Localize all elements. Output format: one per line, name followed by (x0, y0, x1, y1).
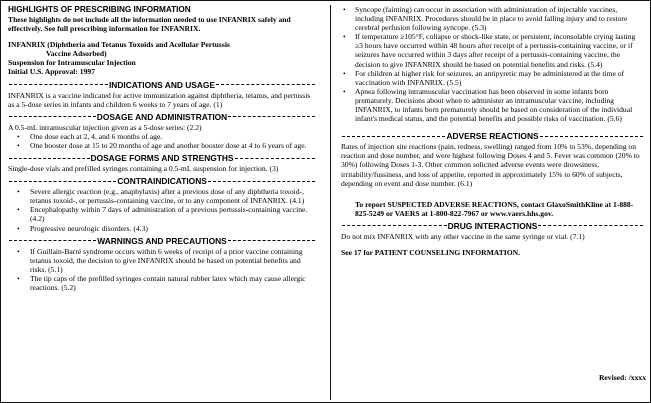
adverse-reactions-text: Rates of injection site reactions (pain, redness, swelling) ranged from 10% to 53%, depending on reaction and dose number, and were highest following Doses 4 and 5. Fever was common (20% to 30%) following Doses 1-3. Other common solicited adverse events were drowsiness, irritability/fussiness, and loss of appetite, reported in approximately 15% to 60% of subjects, depending on event and dose number. (6.1) (341, 142, 640, 188)
list-item: • Syncope (fainting) can occur in association with administration of injectable vaccines, including INFANRIX. Procedures should be in place to avoid falling injury and to restore cerebral perfusion following syncope. (5.3) (343, 5, 628, 33)
revised-date: Revised: /xxxx (598, 372, 646, 382)
list-item: • The tip caps of the prefilled syringes contain natural rubber latex which may cause allergic reactions. (5.2) (17, 273, 306, 292)
section-heading-drug-interactions: DRUG INTERACTIONS (341, 221, 644, 231)
list-item: • If Guillain-Barré syndrome occurs within 6 weeks of receipt of a prior vaccine containing tetanus toxoid, the decision to give INFANRIX should be based on potential benefits and risks. (5.1) (17, 246, 303, 274)
list-item: • For children at higher risk for seizures, an antipyretic may be administered at the time of vaccination with INFANRIX. (5.5) (343, 68, 625, 87)
list-item: • Severe allergic reaction (e.g., anaphylaxis) after a previous dose of any diphtheria toxoid-, tetanus toxoid-, or pertussis-containing vaccine, or to any component of INFANRIX. (4.1) (17, 187, 305, 206)
patient-counseling-ref: See 17 for PATIENT COUNSELING INFORMATION. (341, 247, 521, 257)
highlights-title: HIGHLIGHTS OF PRESCRIBING INFORMATION (8, 5, 191, 14)
list-item: • Encephalopathy within 7 days of administration of a previous pertussis-containing vaccine. (4.2) (17, 205, 308, 224)
indications-text: INFANRIX is a vaccine indicated for active immunization against diphtheria, tetanus, and pertussis as a 5-dose series in infants and children 6 weeks to 7 years of age. (1) (8, 90, 311, 109)
list-item: • If temperature ≥105°F, collapse or shock-like state, or persistent, inconsolable crying lasting ≥3 hours have occurred within 48 hours after receipt of a pertussis-containing vaccine, or if seizures have occurred within 3 days after receipt of a pertussis-containing vaccine, the decision to give INFANRIX should be based on potential benefits and risks. (5.4) (343, 32, 636, 69)
section-heading-warnings: WARNINGS AND PRECAUTIONS (8, 236, 316, 246)
section-heading-dosage: DOSAGE AND ADMINISTRATION (8, 112, 316, 122)
list-item: • Progressive neurologic disorders. (4.3) (17, 223, 148, 233)
dosage-intro: A 0.5-mL intramuscular injection given as a 5-dose series: (2.2) (8, 122, 202, 132)
drug-interactions-text: Do not mix INFANRIX with any other vaccine in the same syringe or vial. (7.1) (341, 231, 585, 241)
warnings-list-right (341, 5, 644, 123)
left-column (8, 5, 316, 292)
dosage-list (8, 132, 316, 150)
initial-approval: Initial U.S. Approval: 1997 (8, 67, 95, 77)
contraindications-list (8, 187, 316, 232)
section-heading-contraindications: CONTRAINDICATIONS (8, 176, 316, 186)
column-divider (330, 5, 331, 400)
adverse-report-contact: To report SUSPECTED ADVERSE REACTIONS, contact GlaxoSmithKline at 1-888-825-5249 or VAERS at 1-800-822-7967 or www.vaers.hhs.gov. (355, 199, 634, 218)
product-name-cont: Vaccine Adsorbed) (46, 49, 107, 59)
section-heading-dosage-forms: DOSAGE FORMS AND STRENGTHS (8, 153, 316, 163)
right-column (341, 5, 644, 257)
list-item: • One dose each at 2, 4, and 6 months of age. (17, 131, 163, 141)
warnings-list-left (8, 247, 316, 292)
section-heading-adverse-reactions: ADVERSE REACTIONS (341, 131, 644, 141)
product-form: Suspension for Intramuscular Injection (8, 58, 136, 68)
section-heading-indications: INDICATIONS AND USAGE (8, 80, 316, 90)
highlights-intro: These highlights do not include all the information needed to use INFANRIX safely and effectively. See full prescribing information for INFANRIX. (8, 15, 291, 34)
dosage-forms-text: Single-dose vials and prefilled syringes containing a 0.5-mL suspension for injection. (3) (8, 164, 279, 174)
product-name: INFANRIX (Diphtheria and Tetanus Toxoids and Acellular Pertussis (8, 40, 230, 50)
list-item: • One booster dose at 15 to 20 months of age and another booster dose at 4 to 6 years of age. (17, 140, 307, 150)
list-item: • Apnea following intramuscular vaccination has been observed in some infants born prematurely. Decisions about when to administer an intramuscular vaccine, including INFANRIX, to infants born prematurely should be based on consideration of the individual infant's medical status, and the potential benefits and possible risks of vaccination. (5.6) (343, 86, 633, 124)
